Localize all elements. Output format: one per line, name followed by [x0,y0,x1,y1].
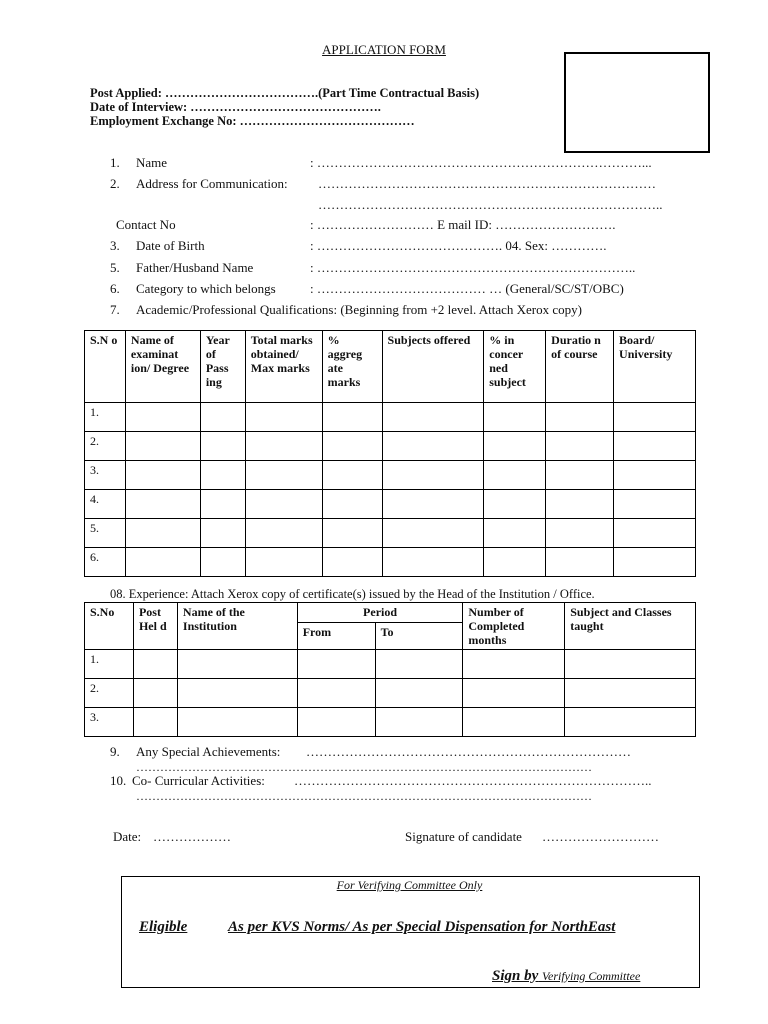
table-cell[interactable] [546,519,614,548]
table-cell[interactable] [200,403,245,432]
committee-label: Verifying Committee [542,969,641,983]
contact-label: Contact No [116,217,176,232]
table-cell[interactable] [177,679,297,708]
signature-field[interactable]: ……………………… [542,829,659,844]
column-header: Name of examinat ion/ Degree [125,331,200,403]
table-cell[interactable] [382,403,484,432]
table-cell[interactable] [133,650,177,679]
curricular-field[interactable]: ……………………………………………………………………….. [294,773,652,788]
achievements-field-line2[interactable]: …………………………………………………………………………………………………… [136,760,592,774]
table-cell[interactable] [200,490,245,519]
contact-email-field[interactable]: : ……………………… E mail ID: ………………………. [310,217,616,232]
dob-label: Date of Birth [136,238,205,253]
table-cell[interactable] [297,708,375,737]
table-cell[interactable] [546,432,614,461]
eligible-label: Eligible [139,919,188,935]
table-cell[interactable] [382,548,484,577]
table-cell[interactable] [382,519,484,548]
table-cell[interactable] [546,548,614,577]
table-row [85,403,696,432]
column-header: Year of Pass ing [200,331,245,403]
table-cell[interactable] [565,708,696,737]
table-cell[interactable] [245,548,322,577]
table-cell[interactable] [546,403,614,432]
table-cell[interactable] [614,490,696,519]
table-cell[interactable] [484,519,546,548]
table-cell[interactable] [125,403,200,432]
column-header: Total marks obtained/ Max marks [245,331,322,403]
table-cell[interactable] [614,432,696,461]
column-header: Name of the Institution [177,603,297,650]
norms-text: As per KVS Norms/ As per Special Dispensation for NorthEast [228,919,616,935]
field-number: 2. [110,176,120,191]
committee-sign [492,968,640,985]
name-label: Name [136,155,168,170]
employment-exchange: Employment Exchange No: …………………………………… [90,114,415,128]
table-cell[interactable] [322,519,382,548]
verifying-heading: For Verifying Committee Only [336,878,483,892]
table-cell[interactable] [484,490,546,519]
academic-table [84,330,696,577]
column-header: Subject and Classes taught [565,603,696,650]
address-label: Address for Communication: [136,176,288,191]
table-cell[interactable] [177,708,297,737]
row-number: 3. [85,461,126,490]
field-number: 3. [110,238,120,253]
table-cell[interactable] [484,403,546,432]
post-applied: Post Applied: ……………………………….(Part Time Contractual Basis) [90,86,480,100]
table-cell[interactable] [125,432,200,461]
column-header: % aggreg ate marks [322,331,382,403]
table-row [85,519,696,548]
field-number: 7. [110,302,120,317]
column-header-period: Period [297,603,463,623]
column-header: % in concer ned subject [484,331,546,403]
table-row [85,490,696,519]
table-cell[interactable] [133,679,177,708]
column-header: S.No [85,603,134,650]
table-cell[interactable] [245,403,322,432]
table-cell[interactable] [245,432,322,461]
table-cell[interactable] [200,461,245,490]
table-cell[interactable] [133,708,177,737]
table-cell[interactable] [546,461,614,490]
experience-table [84,602,696,737]
column-header: Subjects offered [382,331,484,403]
table-cell[interactable] [125,490,200,519]
category-label: Category to which belongs [136,281,276,296]
date-field[interactable]: ……………… [153,829,231,844]
table-cell[interactable] [125,519,200,548]
table-row [85,432,696,461]
table-row [85,650,696,679]
curricular-label: Co- Curricular Activities: [132,773,265,788]
table-cell[interactable] [322,403,382,432]
achievements-label: Any Special Achievements: [136,744,281,759]
field-number: 6. [110,281,120,296]
table-cell[interactable] [463,679,565,708]
table-cell[interactable] [382,490,484,519]
table-cell[interactable] [382,461,484,490]
curricular-field-line2[interactable]: …………………………………………………………………………………………………… [136,789,592,803]
table-cell[interactable] [297,679,375,708]
row-number: 1. [85,650,134,679]
table-cell[interactable] [245,461,322,490]
table-cell[interactable] [322,432,382,461]
table-cell[interactable] [200,548,245,577]
table-cell[interactable] [614,519,696,548]
row-number: 3. [85,708,134,737]
experience-label: 08. Experience: Attach Xerox copy of certificate(s) issued by the Head of the Institution / Office. [110,587,595,601]
table-cell[interactable] [375,679,463,708]
table-cell[interactable] [382,432,484,461]
column-header-to: To [375,622,463,649]
table-cell[interactable] [546,490,614,519]
table-cell[interactable] [245,490,322,519]
table-cell[interactable] [484,461,546,490]
date-of-interview: Date of Interview: ………………………………………. [90,100,381,114]
field-number: 9. [110,744,120,759]
table-cell[interactable] [484,548,546,577]
photo-box [564,52,710,153]
field-number: 5. [110,260,120,275]
table-cell[interactable] [463,650,565,679]
row-number: 6. [85,548,126,577]
achievements-field[interactable]: ………………………………………………………………… [306,744,631,759]
category-field[interactable]: : ………………………………… … (General/SC/ST/OBC) [310,281,624,296]
table-cell[interactable] [322,461,382,490]
column-header-from: From [297,622,375,649]
table-cell[interactable] [125,461,200,490]
table-row [85,679,696,708]
address-field[interactable]: …………………………………………………………………… [318,176,656,191]
table-cell[interactable] [245,519,322,548]
table-cell[interactable] [125,548,200,577]
sign-by-label: Sign by [492,968,539,984]
table-cell[interactable] [565,679,696,708]
row-number: 4. [85,490,126,519]
table-cell[interactable] [463,708,565,737]
column-header: S.N o [85,331,126,403]
column-header: Post Hel d [133,603,177,650]
column-header: Duratio n of course [546,331,614,403]
father-label: Father/Husband Name [136,260,254,275]
table-cell[interactable] [177,650,297,679]
dob-sex-field[interactable]: : ……………………………………. 04. Sex: …………. [310,238,607,253]
table-cell[interactable] [375,708,463,737]
father-field[interactable]: : ……………………………………………………………….. [310,260,636,275]
table-cell[interactable] [200,432,245,461]
name-field[interactable]: : …………………………………………………………………... [310,155,652,170]
address-field-line2[interactable]: …………………………………………………………………….. [318,197,663,212]
form-title: APPLICATION FORM [322,42,446,57]
table-cell[interactable] [565,650,696,679]
field-number: 10. [110,773,127,788]
table-row [85,548,696,577]
table-cell[interactable] [484,432,546,461]
table-cell[interactable] [200,519,245,548]
table-cell[interactable] [375,650,463,679]
date-label: Date: [113,829,142,844]
column-header: Board/ University [614,331,696,403]
table-cell[interactable] [322,548,382,577]
table-cell[interactable] [614,461,696,490]
table-row [85,708,696,737]
table-cell[interactable] [614,548,696,577]
row-number: 2. [85,679,134,708]
row-number: 5. [85,519,126,548]
table-cell[interactable] [614,403,696,432]
field-number: 1. [110,155,120,170]
table-cell[interactable] [322,490,382,519]
table-row [85,461,696,490]
row-number: 1. [85,403,126,432]
row-number: 2. [85,432,126,461]
signature-label: Signature of candidate [405,829,522,844]
academic-label: Academic/Professional Qualifications: (Beginning from +2 level. Attach Xerox copy) [136,302,582,317]
column-header: Number of Completed months [463,603,565,650]
table-cell[interactable] [297,650,375,679]
